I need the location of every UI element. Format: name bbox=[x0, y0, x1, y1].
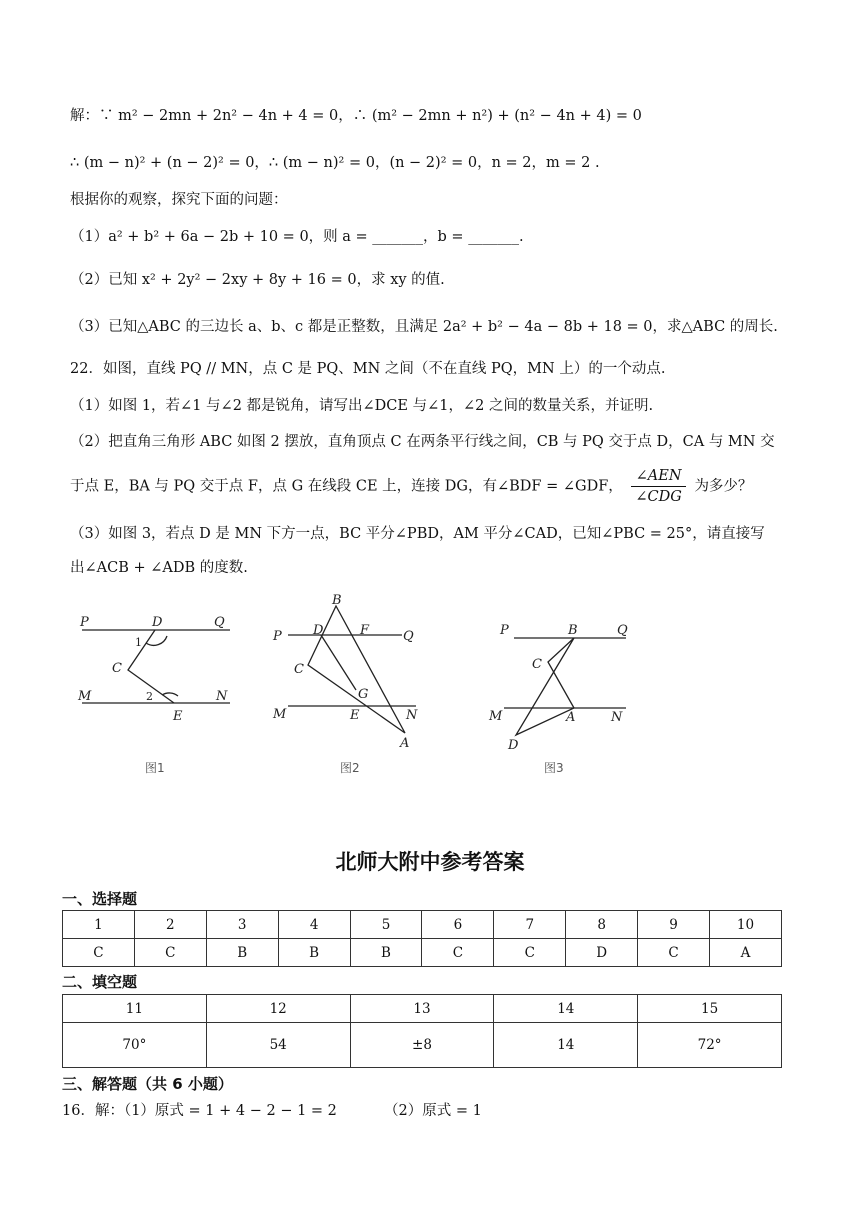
question-number-cell: 14 bbox=[494, 995, 638, 1023]
fig1-caption: 图1 bbox=[145, 761, 165, 775]
problem-22-part-3a: （3）如图 3，若点 D 是 MN 下方一点，BC 平分∠PBD，AM 平分∠CAD，已知∠PBC = 25°，请直接写 bbox=[70, 526, 765, 542]
question-number-cell: 4 bbox=[278, 911, 350, 939]
answer-cell: D bbox=[566, 939, 638, 967]
answer-16-part-2: （2）原式 = 1 bbox=[384, 1103, 482, 1119]
fig1-label: 1 bbox=[135, 636, 142, 649]
question-number-cell: 5 bbox=[350, 911, 422, 939]
problem-22-intro: 22．如图，直线 PQ // MN，点 C 是 PQ、MN 之间（不在直线 PQ，MN 上）的一个动点. bbox=[70, 361, 666, 377]
solution-line-2: ∴ (m − n)² + (n − 2)² = 0，∴ (m − n)² = 0，(n − 2)² = 0，n = 2，m = 2 . bbox=[70, 155, 600, 171]
solution-line-1: 解：∵ m² − 2mn + 2n² − 4n + 4 = 0，∴ (m² − 2mn + n²) + (n² − 4n + 4) = 0 bbox=[70, 108, 642, 124]
fig2-caption: 图2 bbox=[340, 761, 360, 775]
fig3-label: B bbox=[568, 623, 578, 638]
fig2-label: B bbox=[332, 593, 342, 608]
question-number-cell: 1 bbox=[63, 911, 135, 939]
table-row bbox=[63, 1023, 782, 1068]
fig3-label: P bbox=[500, 623, 509, 638]
figure-3-labels bbox=[488, 623, 628, 775]
answer-cell: 54 bbox=[206, 1023, 350, 1068]
fig2-label: P bbox=[273, 629, 282, 644]
question-number-cell: 7 bbox=[494, 911, 566, 939]
answer-cell: B bbox=[206, 939, 278, 967]
fig3-caption: 图3 bbox=[544, 761, 564, 775]
fig3-label: M bbox=[489, 709, 503, 724]
fig1-angle-1-arc bbox=[146, 636, 167, 645]
fig1-label: N bbox=[216, 689, 228, 704]
fig2-label: C bbox=[294, 662, 304, 677]
fraction-numerator: ∠AEN bbox=[631, 466, 685, 487]
answer-cell: C bbox=[134, 939, 206, 967]
answer-cell: C bbox=[494, 939, 566, 967]
question-number-cell: 6 bbox=[422, 911, 494, 939]
question-number-cell: 9 bbox=[638, 911, 710, 939]
question-3: （3）已知△ABC 的三边长 a、b、c 都是正整数，且满足 2a² + b² − 4a − 8b + 18 = 0，求△ABC 的周长. bbox=[70, 319, 778, 335]
fig2-segment-dg bbox=[321, 635, 356, 690]
answer-cell: C bbox=[638, 939, 710, 967]
figure-1-labels bbox=[77, 615, 228, 775]
problem-22-part-3b: 出∠ACB + ∠ADB 的度数. bbox=[70, 560, 248, 576]
geometry-figures bbox=[70, 590, 790, 780]
fig2-label: E bbox=[350, 708, 360, 723]
question-2: （2）已知 x² + 2y² − 2xy + 8y + 16 = 0，求 xy 的值. bbox=[70, 272, 445, 288]
problem-22-part-2a: （2）把直角三角形 ABC 如图 2 摆放，直角顶点 C 在两条平行线之间，CB 与 PQ 交于点 D，CA 与 MN 交 bbox=[70, 434, 775, 450]
section-solutions: 三、解答题（共 6 小题） bbox=[62, 1075, 233, 1093]
answer-16-part-1: 16．解：（1）原式 = 1 + 4 − 2 − 1 = 2 bbox=[62, 1103, 337, 1119]
answer-cell: A bbox=[710, 939, 782, 967]
question-number-cell: 11 bbox=[63, 995, 207, 1023]
fig2-label: F bbox=[360, 623, 370, 638]
fig3-label: Q bbox=[617, 623, 628, 638]
answer-cell: ±8 bbox=[350, 1023, 494, 1068]
table-row bbox=[63, 911, 782, 939]
part-2b-text: 于点 E，BA 与 PQ 交于点 F，点 G 在线段 CE 上，连接 DG，有∠BDF = ∠GDF， bbox=[70, 478, 623, 495]
part-2b-question: 为多少？ bbox=[694, 478, 753, 495]
fig2-label: N bbox=[406, 708, 418, 723]
fig3-label: D bbox=[508, 738, 519, 753]
fig3-label: C bbox=[532, 657, 542, 672]
question-number-cell: 8 bbox=[566, 911, 638, 939]
answer-cell: 70° bbox=[63, 1023, 207, 1068]
answer-key-title: 北师大附中参考答案 bbox=[335, 850, 525, 874]
question-number-cell: 13 bbox=[350, 995, 494, 1023]
figure-1 bbox=[82, 630, 230, 703]
table-row bbox=[63, 939, 782, 967]
fig2-label: M bbox=[273, 707, 287, 722]
question-number-cell: 2 bbox=[134, 911, 206, 939]
fig2-label: G bbox=[358, 687, 369, 702]
question-number-cell: 10 bbox=[710, 911, 782, 939]
fig1-label: M bbox=[78, 689, 92, 704]
fig1-label: P bbox=[80, 615, 89, 630]
fig1-label: 2 bbox=[146, 690, 153, 703]
answer-cell: C bbox=[63, 939, 135, 967]
section-multiple-choice: 一、选择题 bbox=[62, 890, 138, 908]
solution-line-3: 根据你的观察，探究下面的问题： bbox=[70, 192, 288, 208]
answer-cell: B bbox=[350, 939, 422, 967]
fig1-label: C bbox=[112, 661, 122, 676]
fig2-label: Q bbox=[403, 629, 414, 644]
question-number-cell: 12 bbox=[206, 995, 350, 1023]
figure-2-labels bbox=[272, 593, 418, 775]
section-fill-in: 二、填空题 bbox=[62, 973, 138, 991]
answer-cell: B bbox=[278, 939, 350, 967]
question-number-cell: 3 bbox=[206, 911, 278, 939]
fig1-label: E bbox=[173, 709, 183, 724]
figure-3 bbox=[504, 638, 626, 735]
question-1: （1）a² + b² + 6a − 2b + 10 = 0，则 a = _______，b = _______. bbox=[70, 229, 524, 245]
fig1-label: D bbox=[152, 615, 163, 630]
problem-22-part-2b bbox=[70, 466, 752, 507]
answer-cell: 14 bbox=[494, 1023, 638, 1068]
fig3-label: A bbox=[566, 710, 576, 725]
multiple-choice-table bbox=[62, 910, 782, 967]
fraction-denominator: ∠CDG bbox=[635, 489, 682, 505]
angle-ratio-fraction bbox=[631, 466, 685, 507]
answer-cell: C bbox=[422, 939, 494, 967]
fill-in-table bbox=[62, 994, 782, 1068]
table-row bbox=[63, 995, 782, 1023]
fig3-label: N bbox=[611, 710, 623, 725]
fig2-label: A bbox=[400, 736, 410, 751]
fig1-label: Q bbox=[214, 615, 225, 630]
fig2-label: D bbox=[313, 623, 324, 638]
problem-22-part-1: （1）如图 1，若∠1 与∠2 都是锐角，请写出∠DCE 与∠1，∠2 之间的数量关系，并证明. bbox=[70, 398, 654, 414]
answer-cell: 72° bbox=[638, 1023, 782, 1068]
question-number-cell: 15 bbox=[638, 995, 782, 1023]
